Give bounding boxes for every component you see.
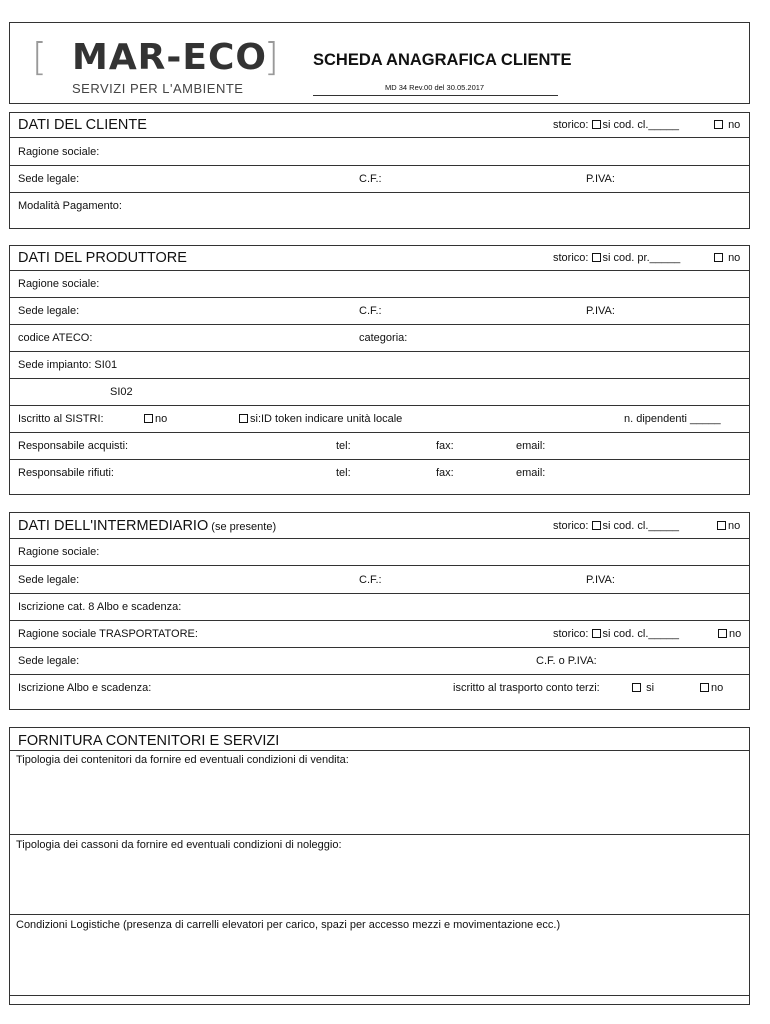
conto-terzi-label: iscritto al trasporto conto terzi: bbox=[453, 682, 600, 694]
storico-no-checkbox[interactable] bbox=[714, 253, 723, 262]
piva-field[interactable]: P.IVA: bbox=[586, 305, 615, 317]
section-title: DATI DEL PRODUTTORE bbox=[18, 250, 187, 266]
dipendenti-field[interactable]: n. dipendenti _____ bbox=[624, 413, 721, 425]
pagamento-field[interactable]: Modalità Pagamento: bbox=[18, 200, 122, 212]
conto-terzi-no-checkbox[interactable] bbox=[700, 683, 709, 692]
ragione-sociale-field[interactable]: Ragione sociale: bbox=[10, 539, 749, 566]
section-title: DATI DELL'INTERMEDIARIO (se presente) bbox=[18, 517, 277, 534]
acquisti-field[interactable]: Responsabile acquisti: bbox=[18, 440, 129, 452]
logo-bracket-right: ] bbox=[264, 35, 279, 79]
trasportatore-storico-si-checkbox[interactable] bbox=[592, 629, 601, 638]
storico-si-checkbox[interactable] bbox=[592, 120, 601, 129]
trasportatore-row bbox=[10, 621, 749, 648]
logo-subtitle: SERVIZI PER L'AMBIENTE bbox=[72, 81, 244, 96]
sistri-label: Iscritto al SISTRI: bbox=[18, 413, 104, 425]
company-logo bbox=[32, 31, 282, 101]
divider bbox=[313, 95, 558, 96]
logistiche-textarea[interactable]: Condizioni Logistiche (presenza di carrelli elevatori per carico, spazi per accesso mezzi e movimentazione ecc.) bbox=[10, 915, 749, 996]
sistri-si-checkbox[interactable] bbox=[239, 414, 248, 423]
document-title: SCHEDA ANAGRAFICA CLIENTE bbox=[313, 51, 572, 69]
section-cliente bbox=[9, 112, 750, 229]
storico-no-checkbox[interactable] bbox=[717, 521, 726, 530]
ateco-row bbox=[10, 325, 749, 352]
sede-legale-field[interactable]: Sede legale: bbox=[18, 573, 80, 586]
section-title-row bbox=[10, 728, 749, 750]
trasportatore-storico-field: storico: si cod. cl._____ bbox=[553, 628, 679, 640]
iscrizione-conto-terzi-row bbox=[10, 675, 749, 701]
piva-field[interactable]: P.IVA: bbox=[586, 173, 615, 185]
conto-terzi-si-checkbox[interactable] bbox=[632, 683, 641, 692]
rifiuti-field[interactable]: Responsabile rifiuti: bbox=[18, 467, 114, 479]
section-title: DATI DEL CLIENTE bbox=[18, 117, 147, 133]
trasportatore-field[interactable]: Ragione sociale TRASPORTATORE: bbox=[18, 628, 198, 640]
acquisti-tel-field[interactable]: tel: bbox=[336, 440, 351, 452]
sistri-row bbox=[10, 406, 749, 433]
contenitori-textarea[interactable]: Tipologia dei contenitori da fornire ed eventuali condizioni di vendita: bbox=[10, 750, 749, 835]
document-revision: MD 34 Rev.00 del 30.05.2017 bbox=[385, 83, 485, 92]
sistri-no: no bbox=[144, 413, 167, 425]
logo-bracket-left: [ bbox=[32, 35, 47, 79]
logo-name: MAR-ECO bbox=[72, 37, 267, 78]
ateco-field[interactable]: codice ATECO: bbox=[18, 332, 93, 344]
trasportatore-cf-piva-field[interactable]: C.F. o P.IVA: bbox=[536, 655, 597, 667]
section-fornitura bbox=[9, 727, 750, 1005]
sistri-si: si:ID token indicare unità locale bbox=[239, 413, 402, 425]
rifiuti-email-field[interactable]: email: bbox=[516, 467, 546, 479]
sede-legale-row bbox=[10, 166, 749, 193]
sede-legale-row bbox=[10, 298, 749, 325]
sede-impianto-si01-field[interactable]: Sede impianto: SI01 bbox=[10, 352, 749, 379]
storico-field: storico: si cod. cl._____ bbox=[553, 519, 679, 532]
sede-legale-field[interactable]: Sede legale: bbox=[18, 305, 80, 317]
storico-no: no bbox=[717, 520, 740, 532]
trasportatore-sede-field[interactable]: Sede legale: bbox=[18, 655, 80, 667]
storico-no: no bbox=[714, 119, 740, 131]
document-header bbox=[9, 22, 750, 104]
rifiuti-fax-field[interactable]: fax: bbox=[436, 467, 454, 479]
trasportatore-sede-row bbox=[10, 648, 749, 675]
sede-legale-row bbox=[10, 566, 749, 594]
storico-si-checkbox[interactable] bbox=[592, 521, 601, 530]
storico-field: storico: si cod. pr._____ bbox=[553, 252, 681, 264]
section-title-row bbox=[10, 513, 749, 539]
cassoni-textarea[interactable]: Tipologia dei cassoni da fornire ed eventuali condizioni di noleggio: bbox=[10, 834, 749, 915]
sede-impianto-si02-field[interactable]: SI02 bbox=[10, 379, 749, 406]
acquisti-email-field[interactable]: email: bbox=[516, 440, 546, 452]
sede-legale-field[interactable]: Sede legale: bbox=[18, 173, 80, 185]
cf-field[interactable]: C.F.: bbox=[359, 173, 382, 185]
storico-si-checkbox[interactable] bbox=[592, 253, 601, 262]
ragione-sociale-field[interactable]: Ragione sociale: bbox=[10, 138, 749, 166]
sistri-no-checkbox[interactable] bbox=[144, 414, 153, 423]
iscrizione-albo-field[interactable]: Iscrizione cat. 8 Albo e scadenza: bbox=[10, 594, 749, 621]
storico-no: no bbox=[714, 252, 740, 264]
acquisti-fax-field[interactable]: fax: bbox=[436, 440, 454, 452]
storico-no-checkbox[interactable] bbox=[714, 120, 723, 129]
section-title-row bbox=[10, 246, 749, 271]
ragione-sociale-field[interactable]: Ragione sociale: bbox=[10, 271, 749, 298]
section-title: FORNITURA CONTENITORI E SERVIZI bbox=[18, 733, 280, 749]
trasportatore-storico-no: no bbox=[718, 628, 741, 640]
cf-field[interactable]: C.F.: bbox=[359, 573, 382, 586]
trasportatore-storico-no-checkbox[interactable] bbox=[718, 629, 727, 638]
responsabile-rifiuti-row bbox=[10, 460, 749, 486]
storico-field: storico: si cod. cl._____ bbox=[553, 119, 679, 131]
section-title-row bbox=[10, 113, 749, 138]
responsabile-acquisti-row bbox=[10, 433, 749, 460]
conto-terzi-si: si bbox=[632, 682, 654, 694]
piva-field[interactable]: P.IVA: bbox=[586, 573, 615, 586]
categoria-field[interactable]: categoria: bbox=[359, 332, 408, 344]
section-intermediario bbox=[9, 512, 750, 710]
section-produttore bbox=[9, 245, 750, 495]
conto-terzi-no: no bbox=[700, 682, 723, 694]
cf-field[interactable]: C.F.: bbox=[359, 305, 382, 317]
trasportatore-iscrizione-field[interactable]: Iscrizione Albo e scadenza: bbox=[18, 682, 152, 694]
rifiuti-tel-field[interactable]: tel: bbox=[336, 467, 351, 479]
